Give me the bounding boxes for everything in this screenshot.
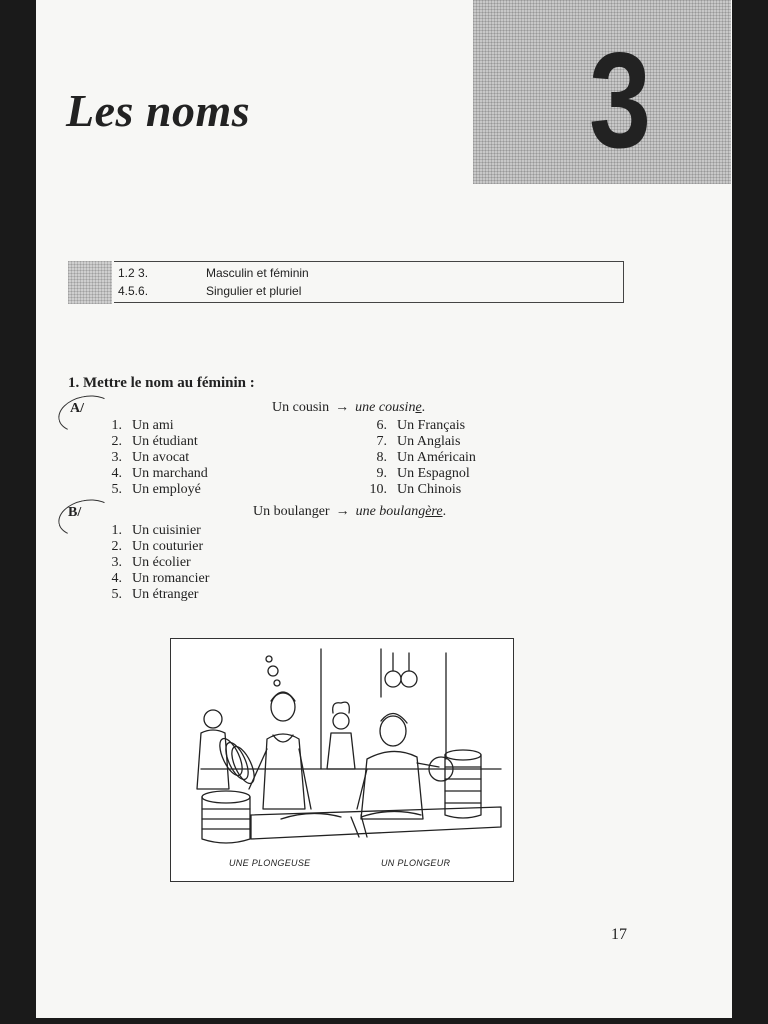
example-feminine-stem: une boulang — [355, 504, 426, 519]
section-a-label: A/ — [70, 401, 84, 416]
list-item — [111, 555, 191, 571]
handwritten-circle — [55, 391, 117, 438]
item-number: 8. — [376, 450, 387, 465]
list-item — [111, 523, 201, 539]
item-number: 10. — [369, 482, 387, 497]
item-text: Un Espagnol — [397, 466, 470, 481]
example-period: . — [421, 400, 426, 415]
item-number: 3. — [111, 450, 122, 465]
item-number: 2. — [111, 434, 122, 449]
list-item — [111, 587, 199, 603]
list-item — [111, 450, 190, 466]
arrow-icon: → — [335, 504, 350, 519]
list-item — [111, 539, 204, 555]
list-item — [111, 434, 198, 450]
list-item — [376, 434, 461, 450]
chapter-title: Les noms — [66, 85, 251, 136]
handwritten-circle — [55, 495, 117, 542]
toc-number: 1.2 3. — [118, 266, 149, 280]
toc-box — [114, 261, 624, 303]
section-b-example — [253, 504, 446, 520]
caption-left: UNE PLONGEUSE — [229, 858, 311, 868]
kitchen-scene-drawing — [171, 639, 513, 881]
item-text: Un Anglais — [397, 434, 461, 449]
list-item — [111, 482, 201, 498]
list-item — [376, 418, 466, 434]
item-number: 2. — [111, 539, 122, 554]
list-item — [111, 466, 208, 482]
page-number: 17 — [611, 926, 627, 943]
example-masculine: Un boulanger — [253, 504, 330, 519]
list-item — [111, 571, 210, 587]
page — [36, 0, 732, 1018]
example-feminine-ending: e — [415, 400, 422, 415]
exercise-title: 1. Mettre le nom au féminin : — [68, 375, 255, 391]
item-text: Un romancier — [132, 571, 210, 586]
caption-right: UN PLONGEUR — [381, 858, 451, 868]
chapter-number: 3 — [589, 24, 652, 176]
item-number: 5. — [111, 587, 122, 602]
list-item — [376, 450, 476, 466]
item-number: 6. — [376, 418, 387, 433]
dishwashing-illustration — [170, 638, 514, 882]
toc-label: Masculin et féminin — [206, 266, 309, 280]
item-number: 7. — [376, 434, 387, 449]
item-number: 4. — [111, 466, 122, 481]
item-text: Un Chinois — [397, 482, 462, 497]
chapter-number-box — [473, 0, 731, 184]
item-text: Un étranger — [132, 587, 199, 602]
item-text: Un avocat — [132, 450, 190, 465]
item-text: Un écolier — [132, 555, 191, 570]
list-item — [111, 418, 174, 434]
item-number: 5. — [111, 482, 122, 497]
item-number: 3. — [111, 555, 122, 570]
toc-label: Singulier et pluriel — [206, 284, 302, 298]
example-masculine: Un cousin — [272, 400, 330, 415]
item-number: 1. — [111, 418, 122, 433]
example-feminine-stem: une cousin — [355, 400, 416, 415]
item-text: Un marchand — [132, 466, 208, 481]
item-text: Un étudiant — [132, 434, 198, 449]
item-text: Un Français — [397, 418, 466, 433]
section-b-label: B/ — [68, 505, 82, 520]
list-item — [376, 466, 470, 482]
toc-shaded-block — [68, 261, 112, 304]
example-period: . — [442, 504, 447, 519]
item-text: Un cuisinier — [132, 523, 201, 538]
item-text: Un employé — [132, 482, 201, 497]
arrow-icon: → — [335, 400, 350, 415]
item-text: Un couturier — [132, 539, 204, 554]
item-text: Un ami — [132, 418, 174, 433]
item-number: 4. — [111, 571, 122, 586]
section-a-example — [272, 400, 425, 416]
item-number: 9. — [376, 466, 387, 481]
item-text: Un Américain — [397, 450, 476, 465]
toc-number: 4.5.6. — [118, 284, 149, 298]
example-feminine-ending: ère — [425, 504, 443, 519]
list-item — [369, 482, 462, 498]
item-number: 1. — [111, 523, 122, 538]
